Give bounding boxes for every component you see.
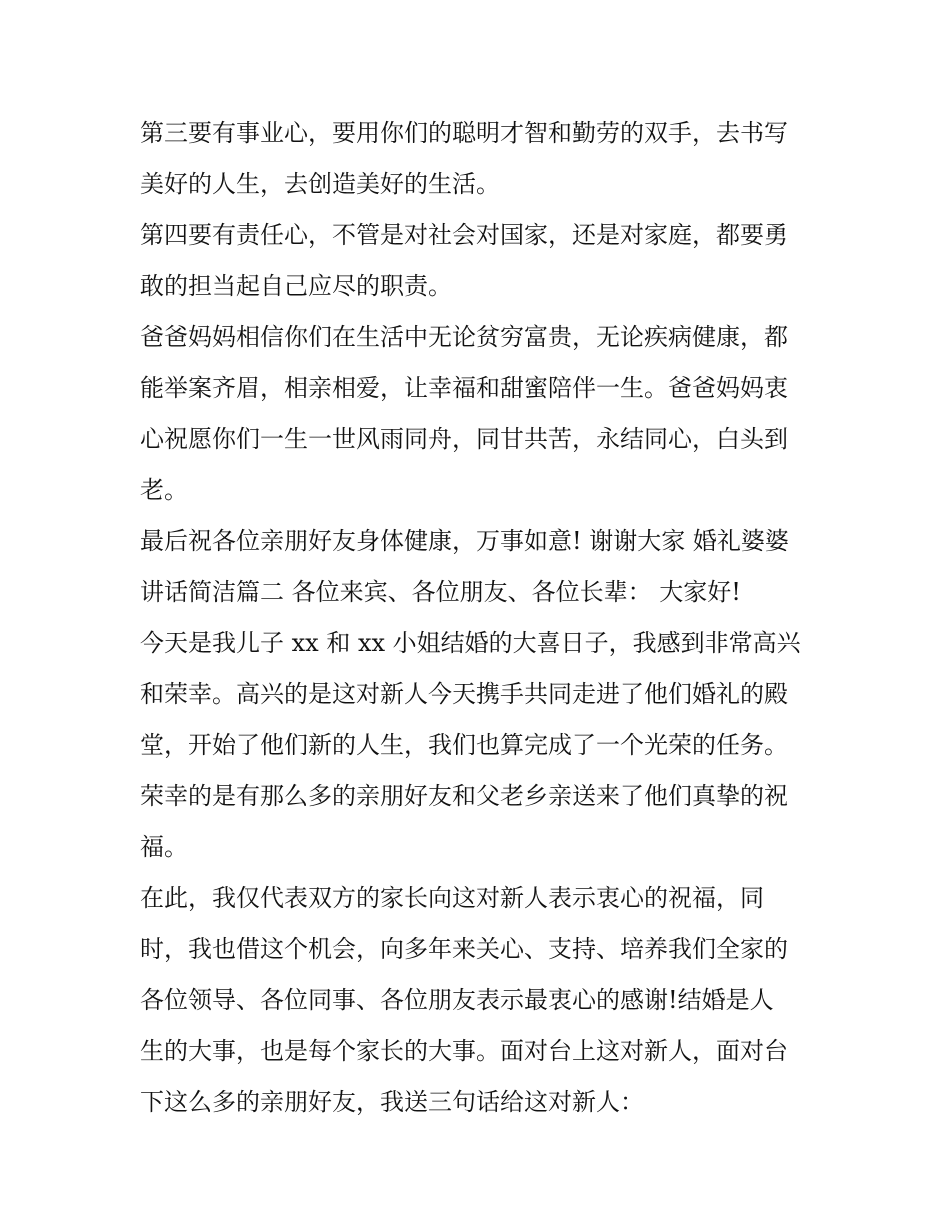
text-line: 福。 xyxy=(140,833,188,861)
text-line: 时，我也借这个机会，向多年来关心、支持、培养我们全家的 xyxy=(140,935,788,963)
text-line: 堂，开始了他们新的人生，我们也算完成了一个光荣的任务。 xyxy=(140,731,788,759)
text-line: 能举案齐眉，相亲相爱，让幸福和甜蜜陪伴一生。爸爸妈妈衷 xyxy=(140,374,788,402)
body-text xyxy=(140,108,820,1128)
text-line: 各位领导、各位同事、各位朋友表示最衷心的感谢!结婚是人 xyxy=(140,986,774,1014)
text-line: 爸爸妈妈相信你们在生活中无论贫穷富贵，无论疾病健康，都 xyxy=(140,323,788,351)
text-line: 生的大事，也是每个家长的大事。面对台上这对新人，面对台 xyxy=(140,1037,788,1065)
text-line: 下这么多的亲朋好友，我送三句话给这对新人： xyxy=(140,1088,644,1116)
text-line: 第三要有事业心，要用你们的聪明才智和勤劳的双手，去书写 xyxy=(140,119,788,147)
text-line: 心祝愿你们一生一世风雨同舟，同甘共苦，永结同心，白头到 xyxy=(140,425,788,453)
text-line: 讲话简洁篇二 各位来宾、各位朋友、各位长辈： 大家好! xyxy=(140,578,741,606)
text-line: 和荣幸。高兴的是这对新人今天携手共同走进了他们婚礼的殿 xyxy=(140,680,788,708)
text-line: 最后祝各位亲朋好友身体健康，万事如意! 谢谢大家 婚礼婆婆 xyxy=(140,527,789,555)
text-line: 在此，我仅代表双方的家长向这对新人表示衷心的祝福，同 xyxy=(140,884,764,912)
text-line: 美好的人生，去创造美好的生活。 xyxy=(140,170,500,198)
text-line: 今天是我儿子 xx 和 xx 小姐结婚的大喜日子，我感到非常高兴 xyxy=(140,629,801,657)
text-line: 荣幸的是有那么多的亲朋好友和父老乡亲送来了他们真挚的祝 xyxy=(140,782,788,810)
text-line: 敢的担当起自己应尽的职责。 xyxy=(140,272,452,300)
text-line: 老。 xyxy=(140,476,188,504)
text-line: 第四要有责任心，不管是对社会对国家，还是对家庭，都要勇 xyxy=(140,221,788,249)
